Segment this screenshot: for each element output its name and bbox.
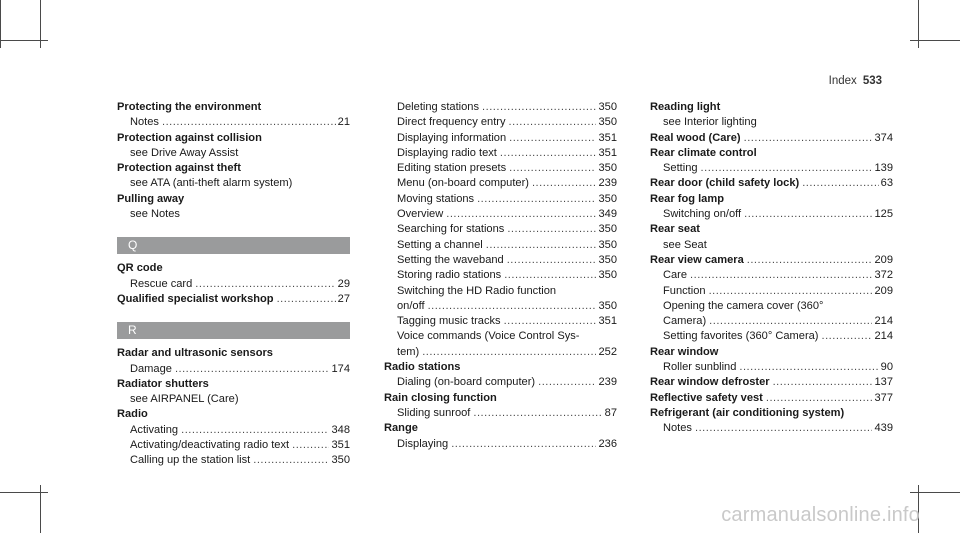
index-subentry: Roller sunblind ..... 90 xyxy=(650,360,893,375)
index-entry-title: Radio xyxy=(117,408,148,421)
page-header xyxy=(829,75,882,87)
index-subentry: Displaying ..... 236 xyxy=(384,437,617,452)
index-subentry: Displaying radio text ..... 351 xyxy=(384,146,617,161)
index-entry: Real wood (Care) ..... 374 xyxy=(650,131,893,146)
index-subentry: Storing radio stations ..... 350 xyxy=(384,268,617,283)
page-ref[interactable]: 350 xyxy=(598,223,617,236)
page-ref[interactable]: 214 xyxy=(874,315,893,328)
index-subentry: Sliding sunroof ..... 87 xyxy=(384,406,617,421)
index-subentry: Switching on/off ..... 125 xyxy=(650,207,893,222)
page-ref[interactable]: 350 xyxy=(598,299,617,312)
index-subentry: Tagging music tracks ..... 351 xyxy=(384,314,617,329)
index-entry-title: Rear fog lamp xyxy=(650,192,724,205)
page-ref[interactable]: 351 xyxy=(598,131,617,144)
crop-mark-bottom-left-h xyxy=(0,492,48,493)
header-label: Index xyxy=(828,75,857,87)
page-ref[interactable]: 139 xyxy=(874,162,893,175)
index-subentry: Setting favorites (360° Camera) ..... 214 xyxy=(650,329,893,344)
page-ref[interactable]: 350 xyxy=(598,269,617,282)
page-ref[interactable]: 351 xyxy=(331,439,350,452)
index-entry-title: Rain closing function xyxy=(384,391,497,404)
cross-reference[interactable]: see ATA (anti-theft alarm system) xyxy=(130,177,293,190)
index-subentry-line: Opening the camera cover (360° xyxy=(663,299,824,312)
index-column-1 xyxy=(117,100,350,469)
index-entry: Rear window defroster ..... 137 xyxy=(650,375,893,390)
index-entry-title: Rear climate control xyxy=(650,146,757,159)
index-entry-title: Radio stations xyxy=(384,361,461,374)
page-ref[interactable]: 349 xyxy=(598,208,617,221)
page-ref[interactable]: 125 xyxy=(874,208,893,221)
page-ref[interactable]: 90 xyxy=(880,361,893,374)
page-ref[interactable]: 374 xyxy=(874,131,893,144)
page-ref[interactable]: 439 xyxy=(874,422,893,435)
index-subentry: Displaying information ..... 351 xyxy=(384,131,617,146)
index-subentry: Function ..... 209 xyxy=(650,284,893,299)
cross-reference[interactable]: see Interior lighting xyxy=(663,116,757,129)
index-subentry: Deleting stations ..... 350 xyxy=(384,100,617,115)
index-subentry: Activating ..... 348 xyxy=(117,423,350,438)
index-column-2 xyxy=(384,100,617,452)
index-subentry: Care ..... 372 xyxy=(650,268,893,283)
page-ref[interactable]: 63 xyxy=(880,177,893,190)
index-entry: Qualified specialist workshop ..... 27 xyxy=(117,292,350,307)
crop-mark-top-left-h xyxy=(0,40,48,41)
page-ref[interactable]: 209 xyxy=(874,253,893,266)
index-subentry: Setting ..... 139 xyxy=(650,161,893,176)
index-subentry: tem) ..... 252 xyxy=(384,345,617,360)
page-ref[interactable]: 350 xyxy=(598,101,617,113)
index-entry-title: Radar and ultrasonic sensors xyxy=(117,347,273,360)
index-entry-title: Range xyxy=(384,422,418,435)
cross-reference[interactable]: see Notes xyxy=(130,208,180,221)
watermark: carmanualsonline.info xyxy=(721,504,920,526)
page-ref[interactable]: 348 xyxy=(331,423,350,436)
index-column-3 xyxy=(650,100,893,437)
section-letter-r: R xyxy=(117,322,350,339)
index-subentry: Calling up the station list ..... 350 xyxy=(117,453,350,468)
index-subentry: Rescue card ..... 29 xyxy=(117,277,350,292)
index-subentry-line: Voice commands (Voice Control Sys- xyxy=(397,330,580,343)
index-subentry: on/off ..... 350 xyxy=(384,299,617,314)
page-number: 533 xyxy=(862,75,882,87)
page-ref[interactable]: 351 xyxy=(598,146,617,159)
page-ref[interactable]: 21 xyxy=(337,116,350,129)
index-entry: Rear view camera ..... 209 xyxy=(650,253,893,268)
cross-reference[interactable]: see AIRPANEL (Care) xyxy=(130,393,239,406)
index-subentry: Searching for stations ..... 350 xyxy=(384,222,617,237)
page-ref[interactable]: 377 xyxy=(874,391,893,404)
index-entry-title: QR code xyxy=(117,262,163,275)
index-subentry: Setting a channel ..... 350 xyxy=(384,238,617,253)
index-entry-title: Radiator shutters xyxy=(117,377,209,390)
index-subentry: Notes ..... 439 xyxy=(650,421,893,436)
page-ref[interactable]: 214 xyxy=(874,330,893,343)
index-subentry-line: Switching the HD Radio function xyxy=(397,284,557,297)
page-ref[interactable]: 239 xyxy=(598,376,617,389)
index-subentry: Damage ..... 174 xyxy=(117,362,350,377)
page-ref[interactable]: 137 xyxy=(874,376,893,389)
index-entry: Reflective safety vest ..... 377 xyxy=(650,391,893,406)
index-subentry: Dialing (on-board computer) ..... 239 xyxy=(384,375,617,390)
page-ref[interactable]: 236 xyxy=(598,437,617,450)
section-letter-q: Q xyxy=(117,237,350,254)
page-ref[interactable]: 350 xyxy=(598,238,617,251)
index-entry-title: Protecting the environment xyxy=(117,101,262,113)
page-ref[interactable]: 87 xyxy=(604,406,617,419)
index-subentry: Direct frequency entry ..... 350 xyxy=(384,115,617,130)
page-ref[interactable]: 350 xyxy=(331,454,350,467)
index-subentry: Moving stations ..... 350 xyxy=(384,192,617,207)
index-entry-title: Protection against collision xyxy=(117,131,262,144)
index-entry-title: Reading light xyxy=(650,101,721,113)
page-ref[interactable]: 350 xyxy=(598,162,617,175)
index-subentry: Overview ..... 349 xyxy=(384,207,617,222)
page-ref[interactable]: 239 xyxy=(598,177,617,190)
page-ref[interactable]: 29 xyxy=(337,277,350,290)
index-subentry: Editing station presets ..... 350 xyxy=(384,161,617,176)
crop-mark-bottom-right-h xyxy=(910,492,960,493)
page-ref[interactable]: 350 xyxy=(598,192,617,205)
index-subentry: Setting the waveband ..... 350 xyxy=(384,253,617,268)
cross-reference[interactable]: see Drive Away Assist xyxy=(130,146,239,159)
page-ref[interactable]: 350 xyxy=(598,116,617,129)
crop-mark-top-left-v2 xyxy=(0,0,1,48)
index-entry-title: Rear window xyxy=(650,345,719,358)
page-ref[interactable]: 209 xyxy=(874,284,893,297)
page-ref[interactable]: 351 xyxy=(598,315,617,328)
crop-mark-top-right-h xyxy=(910,40,960,41)
index-subentry: Menu (on-board computer) ..... 239 xyxy=(384,176,617,191)
index-entry: Rear door (child safety lock) ..... 63 xyxy=(650,176,893,191)
page-ref[interactable]: 252 xyxy=(598,345,617,358)
page-ref[interactable]: 27 xyxy=(337,292,350,305)
index-subentry: Notes ..... 21 xyxy=(117,115,350,130)
cross-reference[interactable]: see Seat xyxy=(663,238,707,251)
index-entry-title: Refrigerant (air conditioning system) xyxy=(650,406,845,419)
page-ref[interactable]: 372 xyxy=(874,269,893,282)
index-entry-title: Rear seat xyxy=(650,223,700,236)
page-ref[interactable]: 350 xyxy=(598,253,617,266)
index-subentry: Camera) ..... 214 xyxy=(650,314,893,329)
index-entry-title: Protection against theft xyxy=(117,162,241,175)
index-subentry: Activating/deactivating radio text ..... 351 xyxy=(117,438,350,453)
page-ref[interactable]: 174 xyxy=(331,362,350,375)
index-entry-title: Pulling away xyxy=(117,192,185,205)
